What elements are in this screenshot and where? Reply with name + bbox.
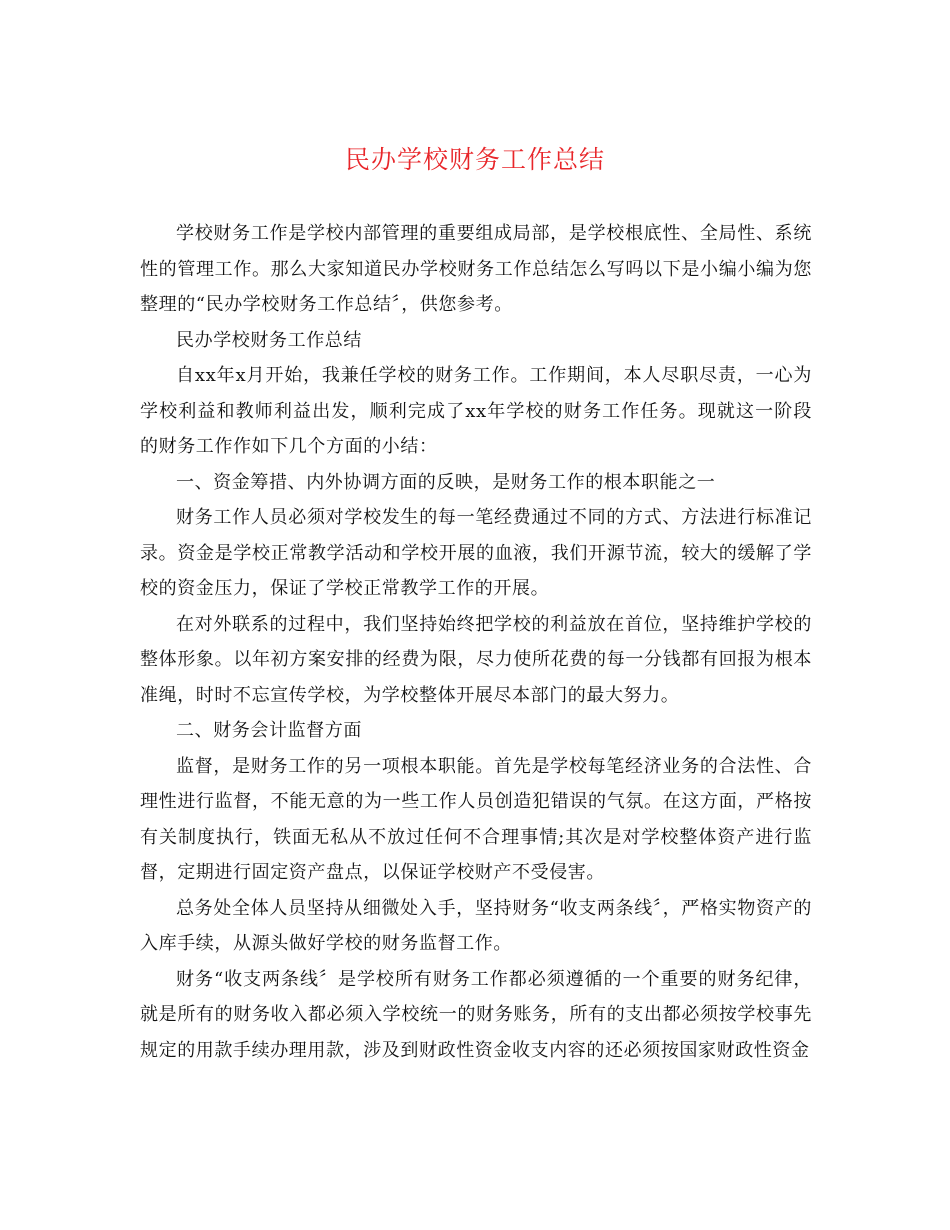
document-body xyxy=(140,216,812,1068)
paragraph-subtitle: 民办学校财务工作总结 xyxy=(176,329,362,351)
paragraph-recording: 财务工作人员必须对学校发生的每一笔经费通过不同的方式、方法进行标准记录。资金是学校正常教学活动和学校开展的血液，我们开源节流，较大的缓解了学校的资金压力，保证了学校正常教学工作的开展。 xyxy=(140,507,812,599)
paragraph-external-relations: 在对外联系的过程中，我们坚持始终把学校的利益放在首位，坚持维护学校的整体形象。以年初方案安排的经费为限，尽力使所花费的每一分钱都有回报为根本准绳，时时不忘宣传学校，为学校整体开展尽本部门的最大努力。 xyxy=(140,613,812,706)
paragraph-general-affairs: 总务处全体人员坚持从细微处入手，坚持财务“收支两条线〞，严格实物资产的入库手续，从源头做好学校的财务监督工作。 xyxy=(140,897,812,954)
paragraph-intro: 学校财务工作是学校内部管理的重要组成局部，是学校根底性、全局性、系统性的管理工作。那么大家知道民办学校财务工作总结怎么写吗以下是小编小编为您整理的“民办学校财务工作总结〞，供您参考。 xyxy=(140,223,812,315)
section-heading-1: 一、资金筹措、内外协调方面的反映，是财务工作的根本职能之一 xyxy=(176,471,716,493)
document-title: 民办学校财务工作总结 xyxy=(344,145,605,174)
paragraph-overview: 自xx年x月开始，我兼任学校的财务工作。工作期间，本人尽职尽责，一心为学校利益和教师利益出发，顺利完成了xx年学校的财务工作任务。现就这一阶段的财务工作作如下几个方面的小结： xyxy=(140,365,812,457)
section-heading-2: 二、财务会计监督方面 xyxy=(176,720,362,741)
paragraph-supervision: 监督，是财务工作的另一项根本职能。首先是学校每笔经济业务的合法性、合理性进行监督，不能无意的为一些工作人员创造犯错误的气氛。在这方面，严格按有关制度执行，铁面无私从不放过任何不合理事情;其次是对学校整体资产进行监督，定期进行固定资产盘点，以保证学校财产不受侵害。 xyxy=(140,755,812,883)
paragraph-two-lines: 财务“收支两条线〞是学校所有财务工作都必须遵循的一个重要的财务纪律，就是所有的财务收入都必须入学校统一的财务账务，所有的支出都必须按学校事先规定的用款手续办理用款，涉及到财政性资金收支内容的还必须按国家财政性资金 xyxy=(140,968,812,1061)
